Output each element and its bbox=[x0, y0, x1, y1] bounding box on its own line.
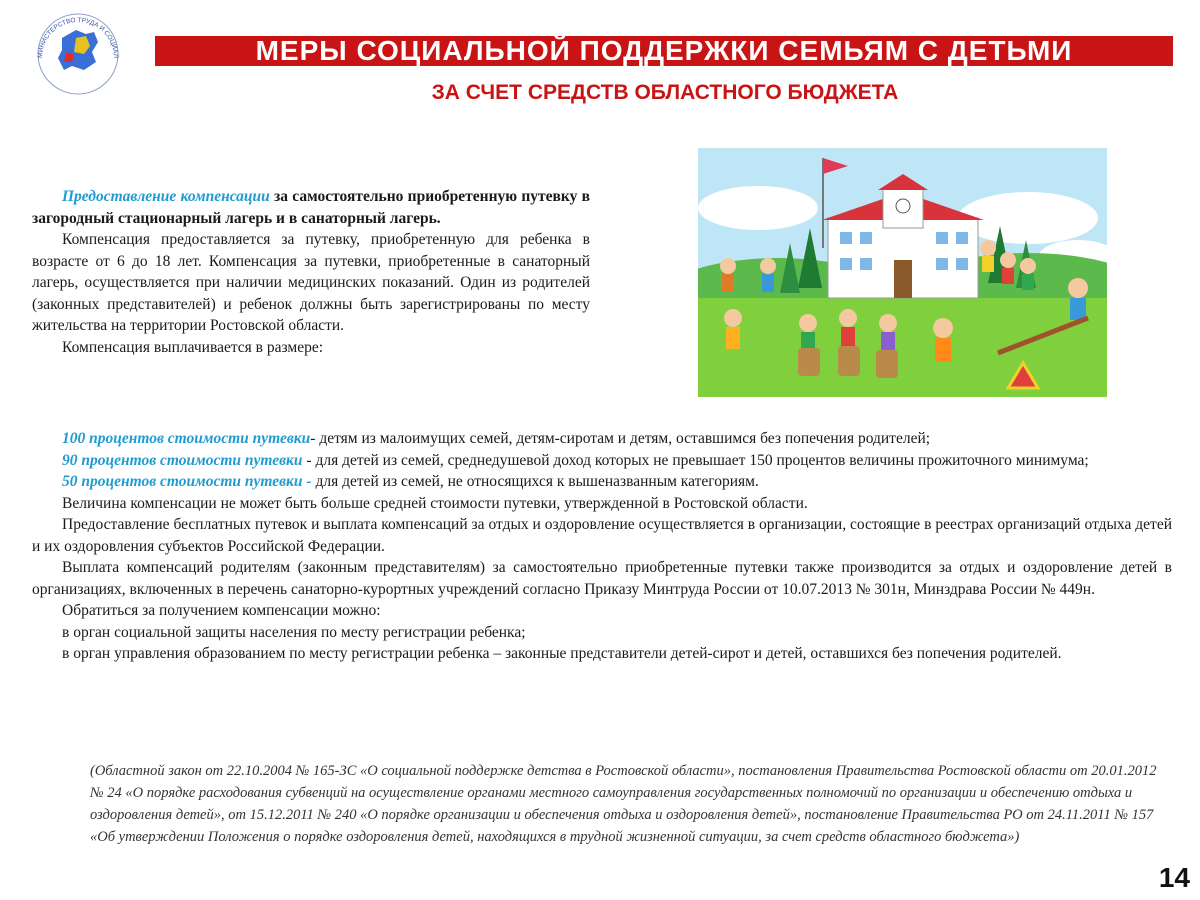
page-number: 14 bbox=[1158, 862, 1190, 893]
rate-100 bbox=[32, 428, 1172, 450]
logo-arc-text: МИНИСТЕРСТВО ТРУДА И СОЦИАЛ bbox=[36, 16, 120, 59]
education-paragraph: в орган управления образованием по месту регистрации ребенка – законные представители детей-сирот и детей, оставшихся без попечения родителей. bbox=[62, 645, 1062, 662]
page-title: МЕРЫ СОЦИАЛЬНОЙ ПОДДЕРЖКИ СЕМЬЯМ С ДЕТЬМИ bbox=[155, 36, 1173, 66]
ministry-logo bbox=[28, 8, 128, 96]
intro-paragraph-1: Компенсация предоставляется за путевку, приобретенную для ребенка в возрасте от 6 до 18 лет. Компенсация за путевки, приобретенные в санаторный лагерь, осуществляется при наличии медицинских показаний. Один из родителей (законных представителей) и ребенок должны быть зарегистрированы по месту жительства на территории Ростовской области. bbox=[32, 231, 590, 334]
payment-paragraph: Выплата компенсаций родителям (законным представителям) за самостоятельно приобретенные путевки также производится за отдых и оздоровление детей в организациях, включенных в перечень санаторно-курортных учреждений согласно Приказу Минтруда России от 10.07.2013 № 301н, Минздрава России № 449н. bbox=[32, 559, 1172, 598]
intro-paragraph-2: Компенсация выплачивается в размере: bbox=[62, 338, 324, 356]
rate-90-text: - для детей из семей, среднедушевой доход которых не превышает 150 процентов величины прожиточного минимума; bbox=[302, 451, 1089, 469]
apply-paragraph: Обратиться за получением компенсации можно: bbox=[62, 602, 381, 619]
rate-100-highlight: 100 процентов стоимости путевки bbox=[62, 430, 311, 447]
rate-90-highlight: 90 процентов стоимости путевки bbox=[62, 451, 303, 469]
intro-heading-rest: за самостоятельно приобретенную путевку в загородный стационарный лагерь и в санаторный лагерь. bbox=[32, 188, 591, 227]
ministry-emblem-icon bbox=[28, 8, 128, 96]
legal-references: (Областной закон от 22.10.2004 № 165-ЗС «О социальной поддержке детства в Ростовской области», постановления Правительства Ростовской области от 20.01.2012 № 24 «О порядке расходования субвенций на осуществление органами местного самоуправления государственных полномочий по организации и обеспечению отдыха и оздоровления детей», от 15.12.2011 № 240 «О порядке организации и обеспечения отдыха и оздоровления детей», постановление Правительства РО от 24.11.2011 № 157 «Об утверждении Положения о порядке оздоровления детей, находящихся в трудной жизненной ситуации, за счет средств областного бюджета») bbox=[90, 763, 1157, 845]
rate-100-text: - детям из малоимущих семей, детям-сиротам и детям, оставшимся без попечения родителей; bbox=[310, 430, 931, 447]
rate-90 bbox=[32, 450, 1172, 472]
rate-50-highlight: 50 процентов стоимости путевки - bbox=[62, 473, 312, 490]
limit-paragraph: Величина компенсации не может быть больше средней стоимости путевки, утвержденной в Ростовской области. bbox=[62, 494, 808, 512]
intro-section bbox=[32, 186, 590, 358]
summer-camp-illustration bbox=[698, 148, 1107, 397]
organizations-paragraph: Предоставление бесплатных путевок и выплата компенсаций за отдых и оздоровление осуществляется в организации, состоящие в реестрах организаций отдыха детей и их оздоровления субъектов Российской Федерации. bbox=[32, 516, 1172, 555]
rate-50-text: для детей из семей, не относящихся к вышеназванным категориям. bbox=[311, 473, 759, 490]
intro-highlight: Предоставление компенсации bbox=[62, 188, 270, 205]
page-subtitle: ЗА СЧЕТ СРЕДСТВ ОБЛАСТНОГО БЮДЖЕТА bbox=[431, 81, 899, 104]
main-section bbox=[32, 428, 1172, 665]
social-protection-paragraph: в орган социальной защиты населения по месту регистрации ребенка; bbox=[62, 623, 526, 641]
intro-heading bbox=[32, 186, 590, 229]
rate-50 bbox=[32, 471, 1172, 493]
